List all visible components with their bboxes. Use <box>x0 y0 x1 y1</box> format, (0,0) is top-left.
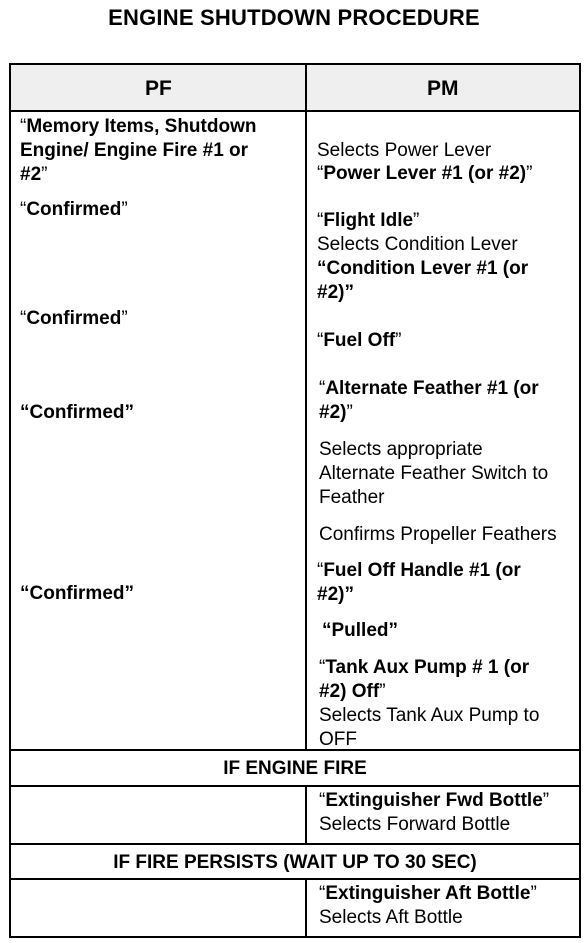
pf-confirmed: “Confirmed” <box>20 583 134 604</box>
header-pf: PF <box>145 77 172 100</box>
pf-memory-items: “Memory Items, Shutdown Engine/ Engine Fire #1 or #2” <box>20 116 257 185</box>
pm-selects-condition-lever: Selects Condition Lever <box>317 234 518 255</box>
pm-fuel-off-handle: “Fuel Off Handle #1 (or #2)” <box>317 560 521 605</box>
column-divider <box>305 880 307 938</box>
column-divider <box>305 787 307 845</box>
pm-power-lever: “Power Lever #1 (or #2)” <box>317 163 533 184</box>
header-pm: PM <box>427 77 459 100</box>
pm-extinguisher-fwd: “Extinguisher Fwd Bottle” <box>319 790 550 811</box>
column-divider <box>305 65 307 751</box>
pm-alternate-feather: “Alternate Feather #1 (or #2)” <box>319 378 539 423</box>
pm-extinguisher-aft: “Extinguisher Aft Bottle” <box>319 883 537 904</box>
section-if-fire-persists: IF FIRE PERSISTS (WAIT UP TO 30 SEC) <box>113 852 477 873</box>
pm-confirms-propeller: Confirms Propeller Feathers <box>319 524 557 545</box>
table-header <box>11 65 579 112</box>
pm-flight-idle: “Flight Idle” <box>317 210 420 231</box>
pf-confirmed: “Confirmed” <box>20 308 128 329</box>
pm-selects-power-lever: Selects Power Lever <box>317 140 492 161</box>
pm-condition-lever: “Condition Lever #1 (or #2)” <box>317 258 529 303</box>
section-if-engine-fire: IF ENGINE FIRE <box>223 758 367 779</box>
pm-selects-tank-aux-pump: Selects Tank Aux Pump to OFF <box>319 705 540 750</box>
pf-confirmed: “Confirmed” <box>20 199 128 220</box>
pm-selects-aft-bottle: Selects Aft Bottle <box>319 907 463 928</box>
pm-tank-aux-pump: “Tank Aux Pump # 1 (or #2) Off” <box>319 657 530 702</box>
row-divider <box>11 785 579 787</box>
pm-selects-alternate-feather: Selects appropriate Alternate Feather Switch to Feather <box>319 439 549 508</box>
pm-fuel-off: “Fuel Off” <box>317 330 402 351</box>
pf-confirmed: “Confirmed” <box>20 402 134 423</box>
page-title: ENGINE SHUTDOWN PROCEDURE <box>108 5 480 30</box>
pm-pulled: “Pulled” <box>322 620 399 641</box>
row-divider <box>11 878 579 880</box>
procedure-table <box>9 63 581 938</box>
pm-selects-forward-bottle: Selects Forward Bottle <box>319 814 511 835</box>
row-divider <box>11 843 579 845</box>
